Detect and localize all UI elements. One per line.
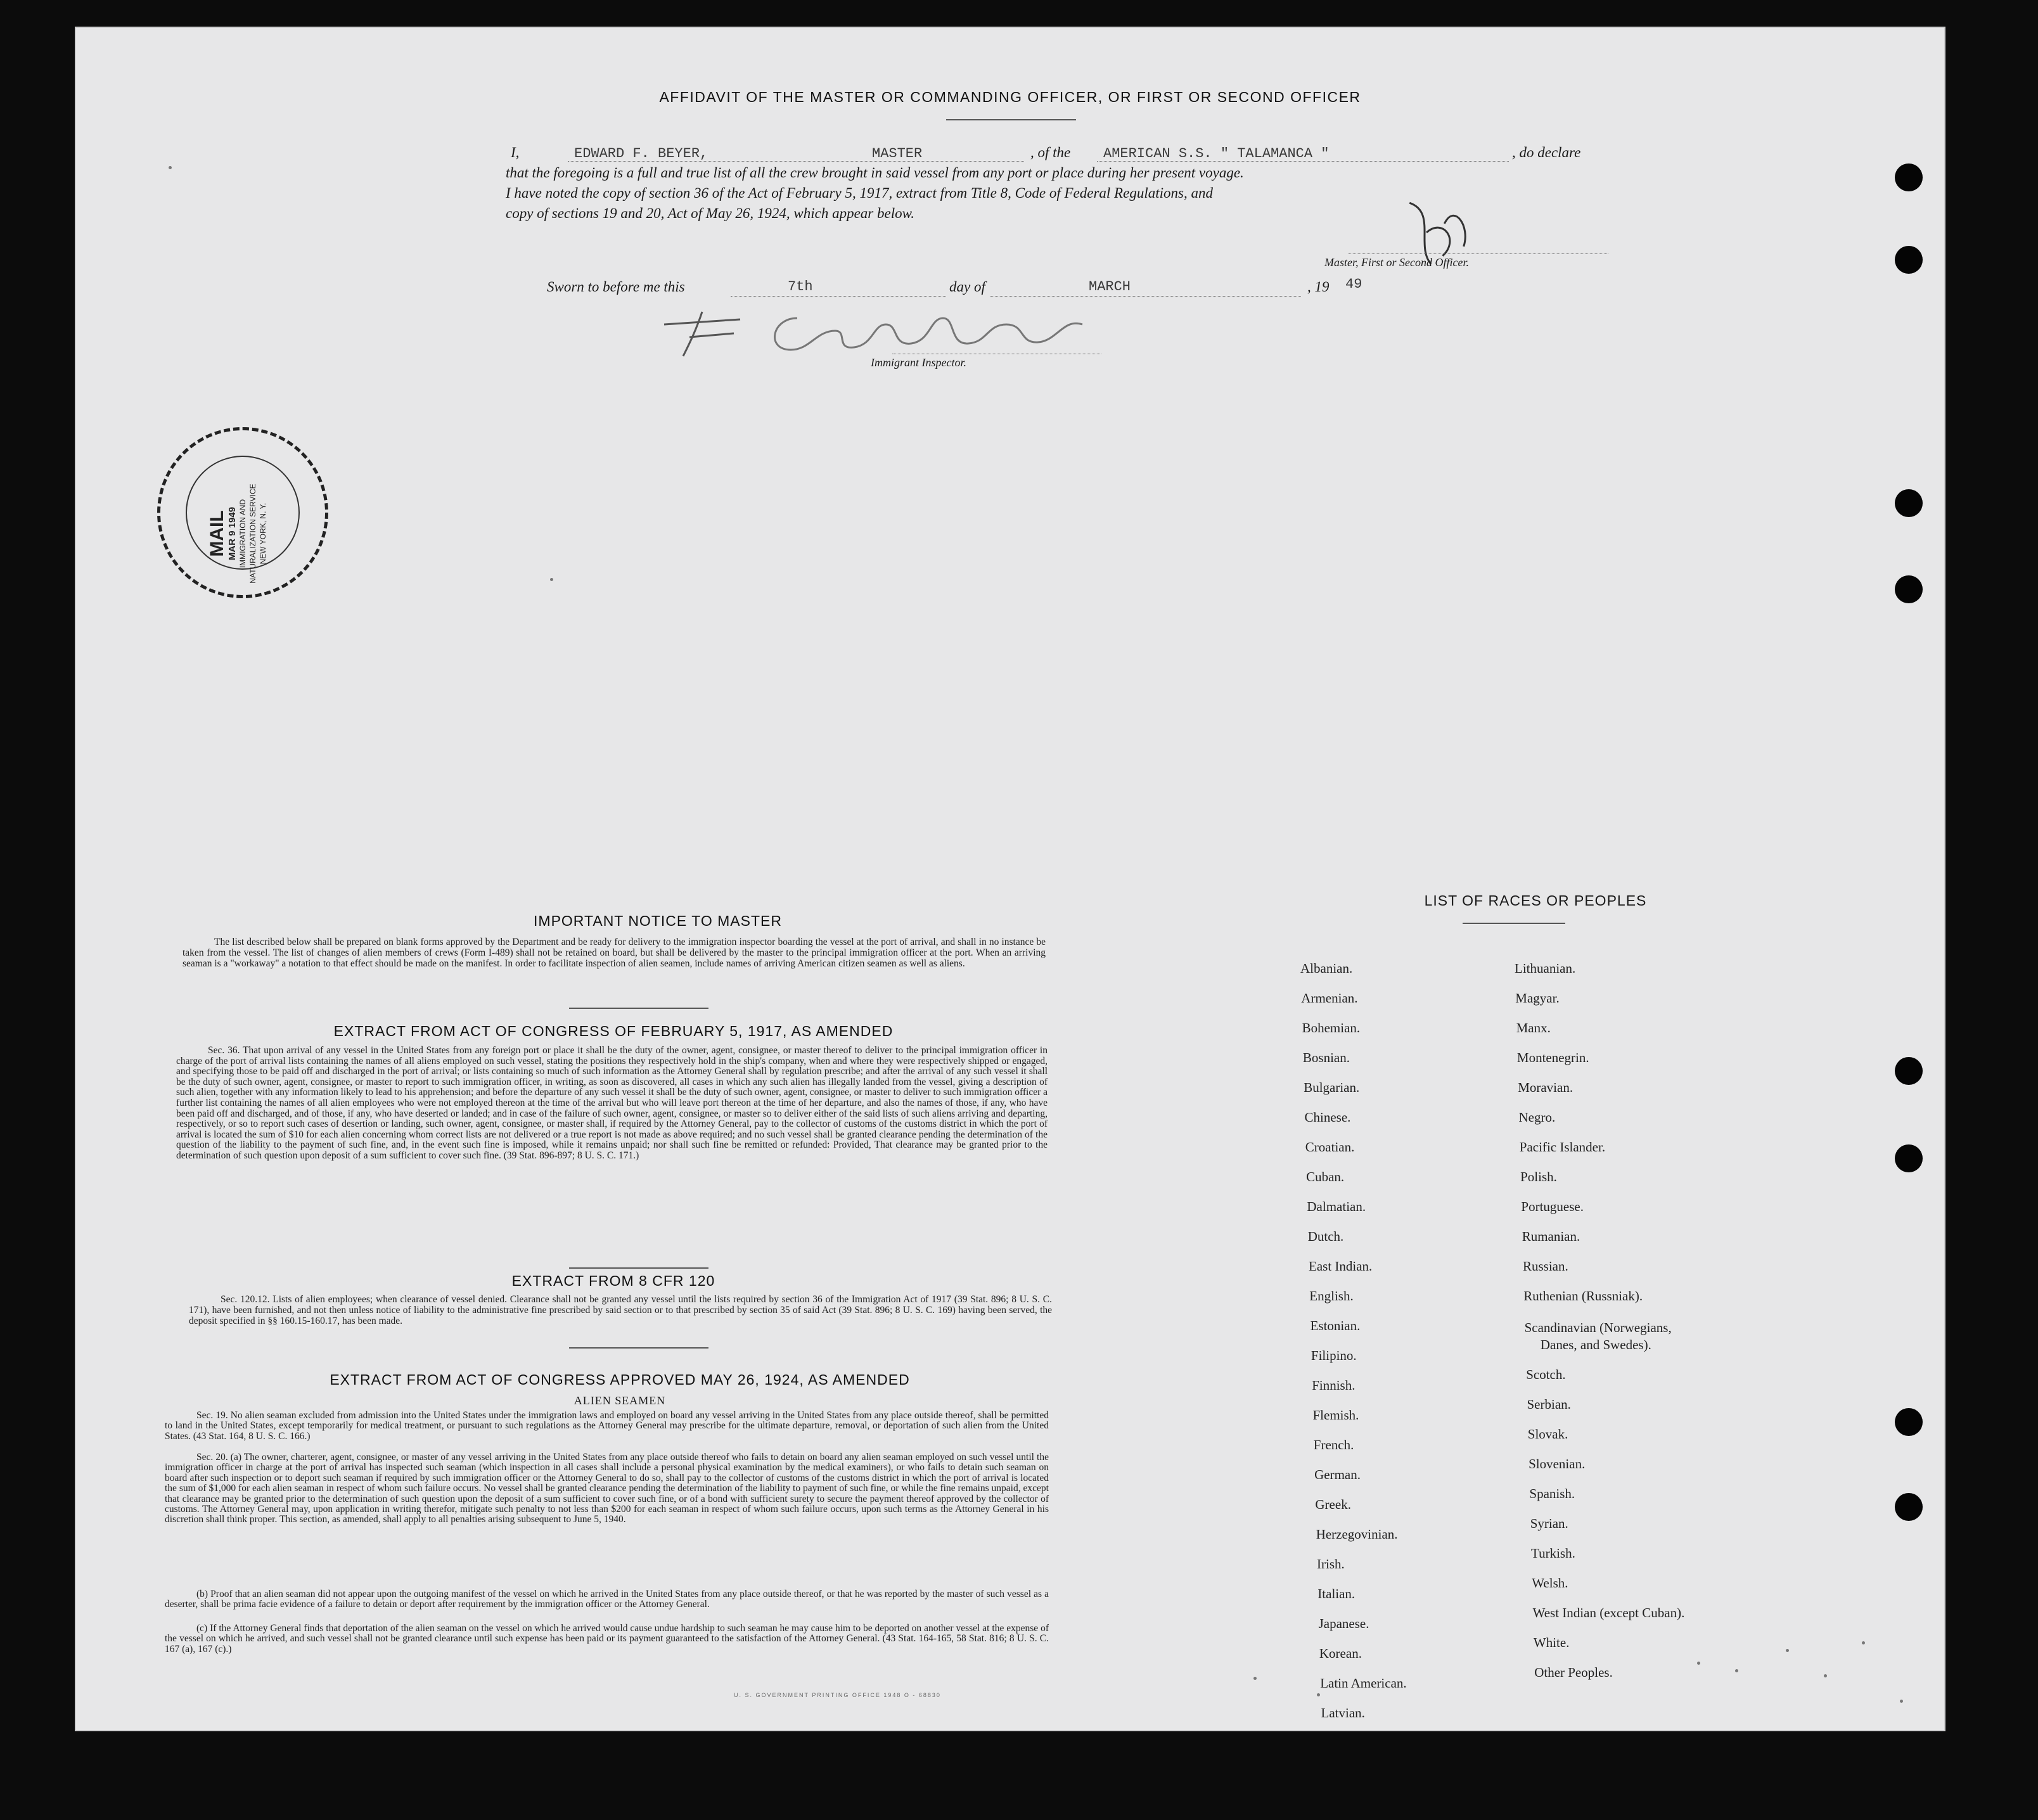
race-item: Slovak. (1527, 1426, 1568, 1442)
punch-hole (1895, 575, 1923, 603)
race-item: Irish. (1317, 1556, 1345, 1572)
race-item: Ruthenian (Russniak). (1523, 1288, 1643, 1304)
section-rule (569, 1347, 708, 1349)
race-item: Latin American. (1320, 1676, 1407, 1691)
races-rule (1463, 923, 1565, 924)
day-of-label: day of (949, 279, 985, 295)
race-item: Dalmatian. (1307, 1199, 1366, 1214)
signer-caption: Master, First or Second Officer. (1324, 256, 1469, 269)
race-item: Italian. (1317, 1586, 1355, 1601)
month-field-line (990, 296, 1301, 297)
document-page (75, 27, 1945, 1731)
race-item: Polish. (1520, 1169, 1557, 1184)
signature-line (1349, 253, 1608, 254)
title-rule (946, 119, 1076, 120)
sworn-line (547, 276, 1371, 298)
race-item: Rumanian. (1522, 1229, 1580, 1244)
master-name: EDWARD F. BEYER, (574, 146, 708, 162)
race-item: Magyar. (1515, 990, 1560, 1006)
scan-speck (1824, 1674, 1827, 1677)
punch-hole (1895, 1057, 1923, 1085)
race-item: Estonian. (1310, 1318, 1361, 1333)
stamp-line-2: MAR 9 1949 (227, 506, 238, 561)
extract-1924-sec19: Sec. 19. No alien seaman excluded from admission into the United States under the immigration laws and employed on board any vessel arriving in the United States from any place outside thereof, shall be permitted to land in the United States, except temporarily for medical treatment, or pursuant to such regulations as the Attorney General may prescribe for the ultimate departure, removal, or deportation of such alien from the United States. (43 Stat. 164, 8 U. S. C. 166.) (165, 1410, 1049, 1442)
received-stamp (157, 427, 328, 598)
extract-cfr-heading: EXTRACT FROM 8 CFR 120 (511, 1272, 715, 1289)
race-item: Japanese. (1318, 1616, 1369, 1631)
rank: MASTER (872, 146, 923, 162)
race-item: Finnish. (1312, 1378, 1355, 1393)
master-signature (1396, 188, 1485, 293)
section-rule (569, 1008, 708, 1009)
stamp-line-1: MAIL (207, 510, 228, 557)
declaration-line-3: I have noted the copy of section 36 of the Act of February 5, 1917, extract from Title 8, Code of Federal Regulations, and (506, 185, 1213, 201)
race-item: Armenian. (1301, 990, 1358, 1006)
race-item: Manx. (1516, 1020, 1551, 1035)
section-rule (569, 1267, 708, 1269)
declaration-line-1 (511, 144, 1626, 163)
sworn-month: MARCH (1089, 279, 1131, 295)
race-item: Flemish. (1312, 1407, 1359, 1423)
scan-speck (169, 166, 172, 169)
race-item: Chinese. (1304, 1110, 1351, 1125)
race-item: Negro. (1518, 1110, 1556, 1125)
race-item: Bulgarian. (1304, 1080, 1360, 1095)
scan-speck (1735, 1669, 1738, 1672)
race-item: White. (1533, 1635, 1570, 1650)
race-item: French. (1313, 1437, 1354, 1452)
race-item: Serbian. (1527, 1397, 1571, 1412)
declaration-line-4: copy of sections 19 and 20, Act of May 26, 1924, which appear below. (506, 205, 914, 221)
i-label: I, (511, 144, 520, 160)
race-item: West Indian (except Cuban). (1532, 1605, 1685, 1620)
race-item: English. (1309, 1288, 1354, 1304)
stamp-line-3: IMMIGRATION AND NATURALIZATION SERVICE (238, 484, 257, 584)
race-item: German. (1314, 1467, 1361, 1482)
race-item: Bosnian. (1302, 1050, 1350, 1065)
race-item: Spanish. (1529, 1486, 1575, 1501)
affidavit-title: AFFIDAVIT OF THE MASTER OR COMMANDING OFFICER, OR FIRST OR SECOND OFFICER (659, 89, 1361, 105)
race-item: Russian. (1523, 1259, 1568, 1274)
race-item: Slovenian. (1528, 1456, 1586, 1471)
race-item: Danes, and Swedes). (1540, 1337, 1651, 1352)
inspector-caption: Immigrant Inspector. (871, 356, 966, 369)
punch-hole (1895, 246, 1923, 274)
race-item: East Indian. (1309, 1259, 1373, 1274)
punch-hole (1895, 163, 1923, 191)
race-item: Syrian. (1530, 1516, 1568, 1531)
punch-hole (1895, 1144, 1923, 1172)
printing-office-footer: U. S. GOVERNMENT PRINTING OFFICE 1948 O - 68830 (734, 1692, 941, 1698)
scan-speck (1317, 1693, 1320, 1696)
race-item: Cuban. (1306, 1169, 1345, 1184)
race-item: Montenegrin. (1516, 1050, 1589, 1065)
punch-hole (1895, 1493, 1923, 1521)
punch-hole (1895, 1408, 1923, 1436)
race-item: Filipino. (1311, 1348, 1357, 1363)
race-item: Dutch. (1307, 1229, 1344, 1244)
vessel-name: AMERICAN S.S. " TALAMANCA " (1103, 146, 1330, 162)
extract-1924-subheading: ALIEN SEAMEN (574, 1394, 666, 1407)
declaration-line-2: that the foregoing is a full and true list of all the crew brought in said vessel from any port or place during her present voyage. (506, 165, 1244, 181)
extract-1924-sec20c: (c) If the Attorney General finds that deportation of the alien seaman on the vessel on which he arrived would cause undue hardship to such seaman he may cause him to be deported on another vessel at the expense of the vessel on which he arrived, and such vessel shall not be granted clearance until such expense has been paid or its payment guaranteed to the satisfaction of the Attorney General. (43 Stat. 164-165, 58 Stat. 816; 8 U. S. C. 167 (a), 167 (c).) (165, 1623, 1049, 1655)
extract-cfr-body: Sec. 120.12. Lists of alien employees; when clearance of vessel denied. Clearance shall not be granted any vessel until the lists required by section 36 of the Immigration Act of 1917 (39 Stat. 896; 8 U. S. C. 171), have been furnished, and not then unless notice of liability to the administrative fine prescribed by said section or to that prescribed by section 35 of said Act (39 Stat. 896; 8 U. S. C. 169) having been served, the deposit specified in §§ 160.15-160.17, has been made. (189, 1294, 1052, 1326)
extract-1924-sec20b: (b) Proof that an alien seaman did not appear upon the outgoing manifest of the vessel on which he arrived in the United States from any place outside thereof, or that he was reported by the master of such vessel as a deserter, shall be prima facie evidence of a failure to detain or deport after requirement by the immigration officer or the Attorney General. (165, 1589, 1049, 1610)
scan-speck (1253, 1677, 1257, 1680)
punch-hole (1895, 489, 1923, 517)
sworn-day: 7th (788, 279, 813, 295)
scan-speck (1697, 1662, 1700, 1665)
scan-speck (1900, 1700, 1903, 1703)
year-prefix: , 19 (1307, 279, 1330, 295)
scan-speck (1786, 1649, 1789, 1652)
day-field-line (731, 296, 946, 297)
extract-1917-heading: EXTRACT FROM ACT OF CONGRESS OF FEBRUARY 5, 1917, AS AMENDED (333, 1023, 894, 1039)
do-declare-label: , do declare (1512, 144, 1581, 160)
race-item: Other Peoples. (1534, 1665, 1613, 1680)
scan-speck (550, 578, 553, 581)
year-suffix: 49 (1345, 276, 1362, 292)
of-the-label: , of the (1030, 144, 1071, 160)
extract-1917-body: Sec. 36. That upon arrival of any vessel in the United States from any foreign port or place it shall be the duty of the owner, agent, consignee, or master thereof to deliver to the principal immigration officer in charge of the port of arrival lists containing the names of all aliens employed on such vessel, stating the positions they respectively hold in the ship's company, when and where they were respectively shipped or engaged, and specifying those to be paid off and discharged in the port of arrival; or lists containing so much of such information as the Attorney General shall by regulation prescribe; and after the arrival of any such vessel it shall be the duty of such owner, agent, consignee, or master to report to such immigration officer, in writing, as soon as discovered, all cases in which any such alien has illegally landed from the vessel, giving a description of such alien, together with any information likely to lead to his apprehension; and before the departure of any such vessel it shall be the duty of such owner, agent, consignee, or master to deliver to such immigration officer a further list containing the names of all alien employees who were not employed thereon at the time of the arrival but who will leave port thereon at the time of her departure, and also the names of those, if any, who have been paid off and discharged, and of those, if any, who have deserted or landed; and in case of the failure of such owner, agent, consignee, or master so to deliver either of the said lists of such aliens arriving and departing, respectively, or so to report such cases of desertion or landing, such owner, agent, consignee, or master shall, if required by the Attorney General, pay to the collector of customs of the customs district in which the port of arrival is located the sum of $10 for each alien concerning whom correct lists are not delivered or a true report is not made as above required; and no such vessel shall be granted clearance pending the determination of the question of the liability to the payment of such fine, and, in the event such fine is imposed, while it remains unpaid; nor shall such fine be remitted or refunded: Provided, That clearance may be granted prior to the determination of such question upon deposit of a sum sufficient to cover such fine. (39 Stat. 896-897; 8 U. S. C. 171.) (176, 1045, 1048, 1161)
race-item: Scotch. (1526, 1367, 1566, 1382)
race-item: Lithuanian. (1515, 961, 1576, 976)
race-item: Welsh. (1532, 1575, 1568, 1591)
race-item: Korean. (1319, 1646, 1362, 1661)
stamp-line-4: NEW YORK, N. Y. (259, 503, 267, 565)
vessel-field-line (1097, 161, 1509, 162)
sworn-label: Sworn to before me this (547, 279, 685, 295)
extract-1924-heading: EXTRACT FROM ACT OF CONGRESS APPROVED MAY 26, 1924, AS AMENDED (330, 1371, 910, 1388)
race-item: Herzegovinian. (1316, 1527, 1398, 1542)
race-item: Bohemian. (1302, 1020, 1361, 1035)
notice-body: The list described below shall be prepared on blank forms approved by the Department and be ready for delivery to the immigration inspector boarding the vessel at the port of arrival, and shall in no instance be taken from the vessel. The list of changes of alien members of crews (Form I-489) shall not be retained on board, but shall be delivered by the master to the principal immigration officer at the port. When an arriving seaman is a "workaway" a notation to that effect should be made on the manifest. In order to facilitate inspection of alien seamen, include names of arriving American citizen seamen as well as aliens. (183, 937, 1046, 969)
race-item: Croatian. (1305, 1139, 1355, 1155)
scan-speck (1862, 1641, 1865, 1644)
race-item: Scandinavian (Norwegians, (1524, 1320, 1672, 1335)
stamp-text (207, 483, 268, 584)
race-item: Greek. (1315, 1497, 1351, 1512)
notice-heading: IMPORTANT NOTICE TO MASTER (534, 913, 782, 929)
races-heading: LIST OF RACES OR PEOPLES (1424, 892, 1647, 909)
race-item: Moravian. (1518, 1080, 1573, 1095)
race-item: Latvian. (1321, 1705, 1365, 1721)
race-item: Albanian. (1300, 961, 1353, 976)
race-item: Turkish. (1531, 1546, 1575, 1561)
race-item: Pacific Islander. (1519, 1139, 1606, 1155)
race-item: Portuguese. (1521, 1199, 1584, 1214)
extract-1924-sec20a: Sec. 20. (a) The owner, charterer, agent, consignee, or master of any vessel arriving in the United States from any place outside thereof who fails to detain on board any alien seaman employed on such vessel until the immigration officer in charge at the port of arrival has inspected such seaman (which inspection in all cases shall include a personal physical examination by the medical examiners), or who fails to detain such seaman on board after such inspection or to deport such seaman if required by such immigration officer or the Attorney General to do so, shall pay to the collector of customs of the customs district in which the port of arrival is located the sum of $1,000 for each alien seaman in respect of whom such failure occurs. No vessel shall be granted clearance pending the determination of the liability to payment of such fine, or while the fine remains unpaid, except that clearance may be granted prior to the determination of such question upon the deposit of a sum sufficient to cover such fine, or of a bond with sufficient surety to secure the payment thereof approved by the collector of customs. The Attorney General may, upon application in writing therefor, mitigate such penalty to not less than $200 for each seaman in respect of whom such failure occurs, upon such terms as the Attorney General in his discretion shall think proper. This section, as amended, shall apply to all penalties arising subsequent to June 5, 1940. (165, 1452, 1049, 1525)
name-field-line (568, 161, 1024, 162)
